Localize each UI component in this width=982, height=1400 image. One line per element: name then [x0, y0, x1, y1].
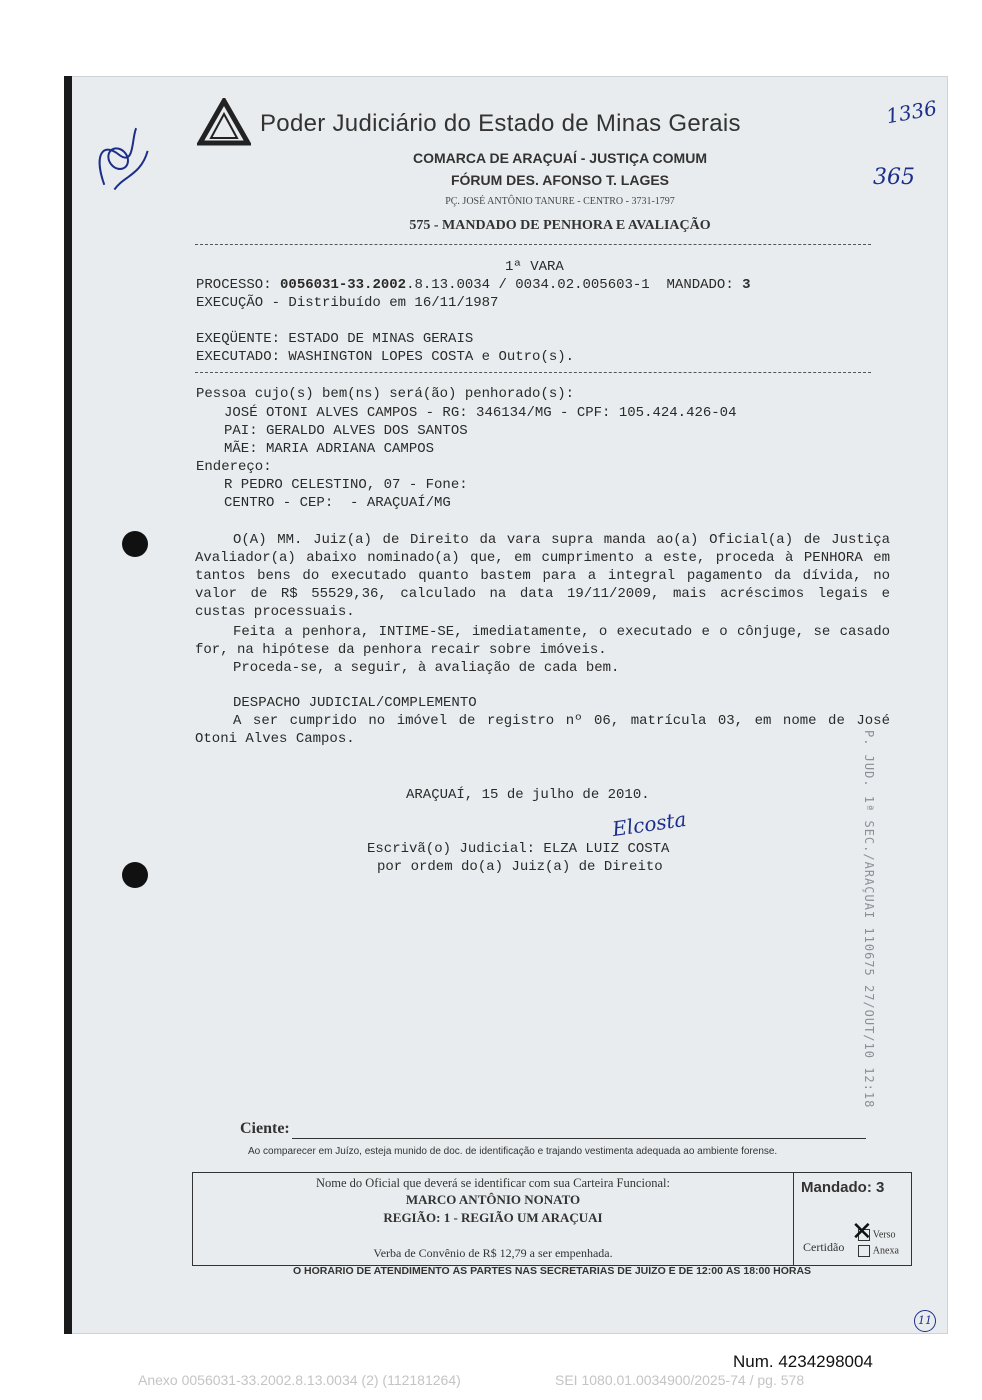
despacho-heading: DESPACHO JUDICIAL/COMPLEMENTO: [233, 695, 477, 711]
comarca-line: COMARCA DE ARAÇUAÍ - JUSTIÇA COMUM: [413, 150, 707, 166]
official-name: MARCO ANTÔNIO NONATO: [405, 1192, 581, 1207]
anexa-option[interactable]: Anexa: [858, 1245, 899, 1257]
document-date: ARAÇUAÍ, 15 de julho de 2010.: [406, 787, 650, 803]
official-instruction: Nome do Oficial que deverá se identificar com sua Carteira Funcional:: [315, 1176, 671, 1190]
por-ordem-line: por ordem do(a) Juiz(a) de Direito: [377, 859, 663, 875]
mandado-label: Mandado: 3: [801, 1179, 885, 1196]
protocol-stamp: P. JUD. 1ª SEC./ARAÇUAI 110675 27/OUT/10 12:18: [862, 730, 876, 1109]
address-street: R PEDRO CELESTINO, 07 - Fone:: [224, 477, 468, 493]
punch-hole: [122, 531, 148, 557]
person-name-line: JOSÉ OTONI ALVES CAMPOS - RG: 346134/MG - CPF: 105.424.426-04: [224, 405, 737, 421]
evaluation-paragraph: Proceda-se, a seguir, à avaliação de cada bem.: [233, 660, 620, 676]
document-type: 575 - MANDADO DE PENHORA E AVALIAÇÃO: [409, 218, 711, 233]
verba-line: Verba de Convênio de R$ 12,79 a ser empenhada.: [373, 1246, 613, 1260]
page-circle-annotation: 11: [914, 1310, 936, 1332]
forum-line: FÓRUM DES. AFONSO T. LAGES: [450, 172, 670, 188]
mandado-number: 3: [742, 277, 751, 293]
executado-line: EXECUTADO: WASHINGTON LOPES COSTA e Outro(s).: [196, 349, 575, 365]
processo-line: PROCESSO: 0056031-33.2002.8.13.0034 / 0034.02.005603-1 MANDADO: 3: [196, 277, 751, 293]
ciente-signature-line: [292, 1138, 866, 1139]
page-number-annotation: 1336: [884, 95, 939, 129]
page-number-annotation-2: 365: [873, 165, 915, 190]
signature: Elcosta: [610, 806, 688, 842]
judiciary-logo-icon: [197, 98, 251, 146]
footer-sei: SEI 1080.01.0034900/2025-74 / pg. 578: [555, 1372, 805, 1388]
cross-mark-icon: ✕: [851, 1216, 873, 1246]
vara: 1ª VARA: [505, 259, 564, 275]
official-box: [192, 1172, 912, 1266]
exequente-line: EXEQÜENTE: ESTADO DE MINAS GERAIS: [196, 331, 474, 347]
person-mother: MÃE: MARIA ADRIANA CAMPOS: [224, 441, 435, 457]
document-number: Num. 4234298004: [733, 1352, 873, 1371]
ciente-label: Ciente:: [240, 1120, 290, 1137]
anexa-checkbox[interactable]: [858, 1245, 870, 1257]
institution-title: Poder Judiciário do Estado de Minas Gerais: [260, 110, 741, 137]
punch-hole: [122, 862, 148, 888]
verso-option[interactable]: ✕ Verso: [851, 1216, 896, 1246]
certidao-label: Certidão: [803, 1240, 845, 1254]
ciente-notice: Ao comparecer em Juízo, esteja munido de doc. de identificação e trajando vestimenta adequada ao ambiente forense.: [248, 1146, 778, 1157]
hours-notice: O HORÁRIO DE ATENDIMENTO ÀS PARTES NAS SECRETARIAS DE JUÍZO É DE 12:00 ÀS 18:00 HORAS: [292, 1265, 812, 1277]
footer-anexo: Anexo 0056031-33.2002.8.13.0034 (2) (112181264): [138, 1372, 461, 1388]
person-heading: Pessoa cujo(s) bem(ns) será(ão) penhorado(s):: [196, 386, 575, 402]
divider: [195, 244, 871, 245]
intimation-paragraph: Feita a penhora, INTIME-SE, imediatamente, o executado e o cônjuge, se casado for, na hipótese da penhora recair sobre imóveis.: [195, 624, 890, 658]
address-district: CENTRO - CEP: - ARAÇUAÍ/MG: [224, 495, 451, 511]
processo-number: 0056031-33.2002: [280, 277, 407, 293]
execucao-line: EXECUÇÃO - Distribuído em 16/11/1987: [196, 295, 499, 311]
official-region: REGIÃO: 1 - REGIÃO UM ARAÇUAI: [383, 1210, 603, 1225]
person-father: PAI: GERALDO ALVES DOS SANTOS: [224, 423, 468, 439]
verso-checkbox[interactable]: [851, 1216, 873, 1246]
address-label: Endereço:: [196, 459, 272, 475]
order-paragraph: O(A) MM. Juiz(a) de Direito da vara supra manda ao(a) Oficial(a) de Justiça Avaliador(a) abaixo nominado(a) que, em cumprimento a este, proceda à PENHORA em tantos bens do executado quanto bastem para a integral pagamento da dívida, no valor de R$ 55529,36, calculado na data 19/11/2009, mais acréscimos legais e custas processuais.: [195, 532, 890, 620]
address-line: PÇ. JOSÉ ANTÔNIO TANURE - CENTRO - 3731-1797: [445, 196, 675, 207]
divider: [195, 372, 871, 373]
escriva-line: Escrivã(o) Judicial: ELZA LUIZ COSTA: [367, 841, 670, 857]
despacho-text: A ser cumprido no imóvel de registro nº 06, matrícula 03, em nome de José Otoni Alves Campos.: [195, 713, 890, 747]
